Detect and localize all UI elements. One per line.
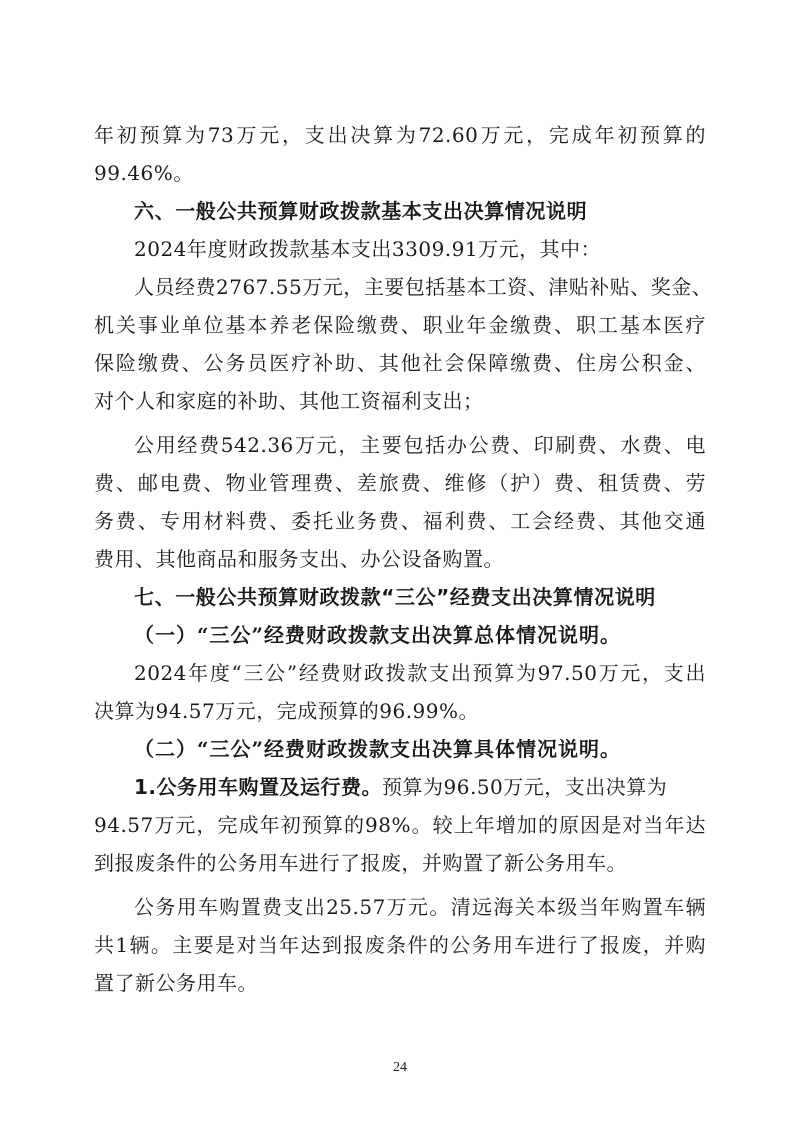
body-line: 年初预算为73万元，支出决算为72.60万元，完成年初预算的 <box>94 123 706 147</box>
page-number: 24 <box>393 1060 407 1075</box>
body-line: 决算为94.57万元，完成预算的96.99%。 <box>94 699 480 723</box>
body-line: 机关事业单位基本养老保险缴费、职业年金缴费、职工基本医疗 <box>94 313 706 337</box>
body-line: 99.46%。 <box>94 161 194 185</box>
body-line-with-inline-heading <box>134 769 706 805</box>
section-heading-six: 六、一般公共预算财政拨款基本支出决算情况说明 <box>134 199 588 223</box>
body-line: 共1辆。主要是对当年达到报废条件的公务用车进行了报废，并购 <box>94 933 706 957</box>
body-line: 置了新公务用车。 <box>94 971 258 995</box>
body-text: 预算为96.50万元，支出决算为 <box>382 775 668 799</box>
section-heading-seven: 七、一般公共预算财政拨款“三公”经费支出决算情况说明 <box>134 585 656 609</box>
subsection-heading-two: （二）“三公”经费财政拨款支出决算具体情况说明。 <box>134 737 622 761</box>
body-line: 到报废条件的公务用车进行了报废，并购置了新公务用车。 <box>94 851 627 875</box>
body-line: 保险缴费、公务员医疗补助、其他社会保障缴费、住房公积金、 <box>94 351 706 375</box>
body-line: 2024年度“三公”经费财政拨款支出预算为97.50万元，支出 <box>134 661 706 685</box>
subsection-heading-one: （一）“三公”经费财政拨款支出决算总体情况说明。 <box>134 623 622 647</box>
body-line: 务费、专用材料费、委托业务费、福利费、工会经费、其他交通 <box>94 509 706 533</box>
body-line: 公用经费542.36万元，主要包括办公费、印刷费、水费、电 <box>134 433 706 457</box>
body-line: 费、邮电费、物业管理费、差旅费、维修（护）费、租赁费、劳 <box>94 471 706 495</box>
body-line: 费用、其他商品和服务支出、办公设备购置。 <box>94 547 504 571</box>
body-line: 人员经费2767.55万元，主要包括基本工资、津贴补贴、奖金、 <box>134 275 713 299</box>
body-line: 94.57万元，完成年初预算的98%。较上年增加的原因是对当年达 <box>94 813 706 837</box>
body-line: 对个人和家庭的补助、其他工资福利支出； <box>94 389 484 413</box>
inline-heading: 1.公务用车购置及运行费。 <box>134 775 383 799</box>
body-line: 公务用车购置费支出25.57万元。清远海关本级当年购置车辆 <box>134 895 706 919</box>
body-line: 2024年度财政拨款基本支出3309.91万元，其中： <box>134 237 602 261</box>
